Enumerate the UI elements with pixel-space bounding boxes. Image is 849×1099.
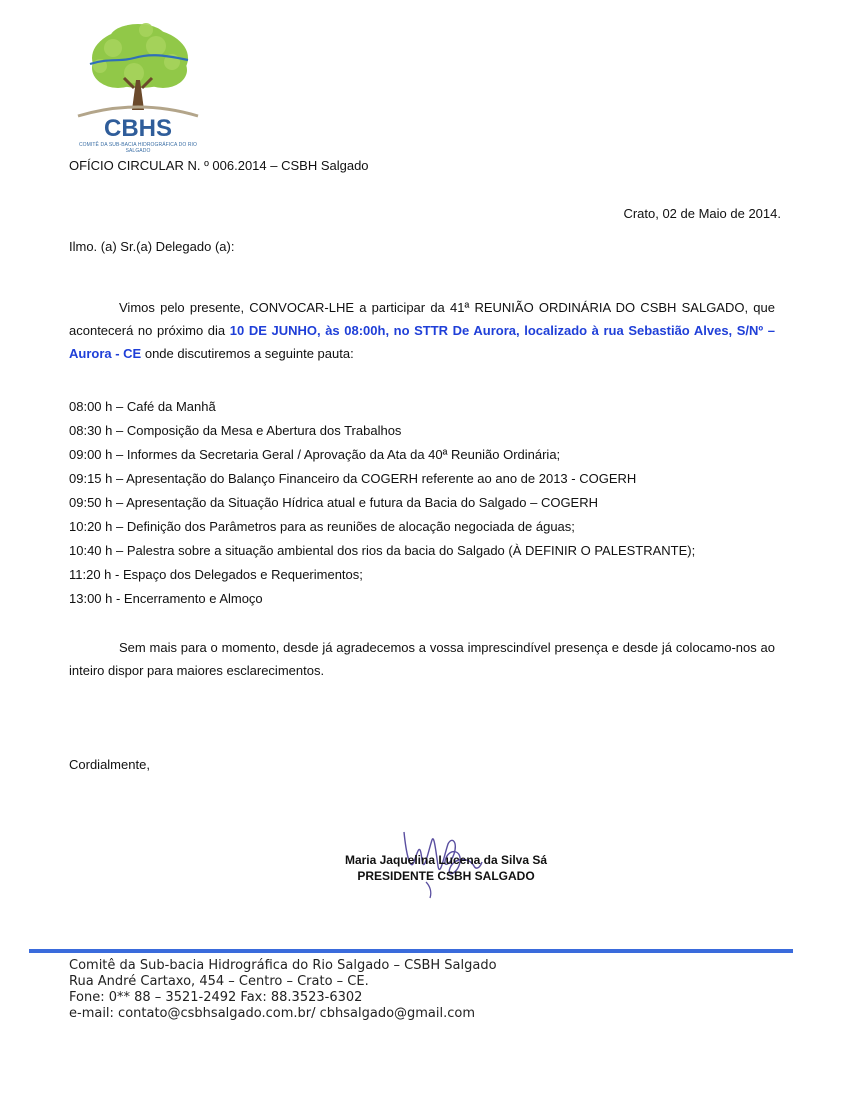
cbhs-logo bbox=[68, 18, 208, 153]
logo-text: CBHS bbox=[103, 115, 173, 142]
closing-text: Sem mais para o momento, desde já agradecemos a vossa imprescindível presença e desde já colocamo-nos ao inteiro dispor para maiores esclarecimentos. bbox=[69, 640, 775, 678]
agenda-item: 09:15 h – Apresentação do Balanço Financeiro da COGERH referente ao ano de 2013 - COGERH bbox=[69, 471, 637, 486]
tree-logo-icon bbox=[68, 18, 208, 153]
agenda-item: 11:20 h - Espaço dos Delegados e Requerimentos; bbox=[69, 567, 363, 582]
footer-email: e-mail: contato@csbhsalgado.com.br/ cbhsalgado@gmail.com bbox=[69, 1006, 476, 1021]
salutation: Ilmo. (a) Sr.(a) Delegado (a): bbox=[69, 239, 235, 254]
signer-title: PRESIDENTE CSBH SALGADO bbox=[357, 869, 535, 883]
closing-paragraph bbox=[69, 636, 775, 682]
paragraph-text: Vimos pelo presente, CONVOCAR-LHE a participar da 41ª REUNIÃO ORDINÁRIA DO CSBH SALGADO, que acontecerá no próximo dia bbox=[69, 300, 775, 338]
logo-caption: COMITÊ DA SUB-BACIA HIDROGRÁFICA DO RIO SALGADO bbox=[78, 142, 198, 154]
footer-org: Comitê da Sub-bacia Hidrográfica do Rio Salgado – CSBH Salgado bbox=[69, 958, 497, 973]
agenda-item: 10:20 h – Definição dos Parâmetros para as reuniões de alocação negociada de águas; bbox=[69, 519, 575, 534]
paragraph-text-end: onde discutiremos a seguinte pauta: bbox=[141, 346, 354, 361]
footer-address: Rua André Cartaxo, 454 – Centro – Crato – CE. bbox=[69, 974, 369, 989]
footer-phone: Fone: 0** 88 – 3521-2492 Fax: 88.3523-6302 bbox=[69, 990, 363, 1005]
meeting-highlight: 10 DE JUNHO, às 08:00h, no STTR De Aurora, localizado à rua Sebastião Alves, S/Nº – Aurora - CE bbox=[69, 323, 775, 361]
agenda-item: 08:30 h – Composição da Mesa e Abertura dos Trabalhos bbox=[69, 423, 402, 438]
agenda-item: 08:00 h – Café da Manhã bbox=[69, 399, 216, 414]
document-reference: OFÍCIO CIRCULAR N. º 006.2014 – CSBH Salgado bbox=[69, 158, 369, 173]
agenda-item: 09:50 h – Apresentação da Situação Hídrica atual e futura da Bacia do Salgado – COGERH bbox=[69, 495, 599, 510]
footer-divider bbox=[29, 949, 793, 953]
signer-name: Maria Jaquelina Lucena da Silva Sá bbox=[344, 853, 548, 867]
agenda-item: 10:40 h – Palestra sobre a situação ambiental dos rios da bacia do Salgado (À DEFINIR O PALESTRANTE); bbox=[69, 543, 696, 558]
complimentary-close: Cordialmente, bbox=[69, 757, 150, 772]
agenda-item: 09:00 h – Informes da Secretaria Geral / Aprovação da Ata da 40ª Reunião Ordinária; bbox=[69, 447, 561, 462]
document-date: Crato, 02 de Maio de 2014. bbox=[623, 206, 781, 221]
agenda-list bbox=[69, 395, 695, 611]
convocation-paragraph bbox=[69, 296, 775, 365]
agenda-item: 13:00 h - Encerramento e Almoço bbox=[69, 591, 263, 606]
